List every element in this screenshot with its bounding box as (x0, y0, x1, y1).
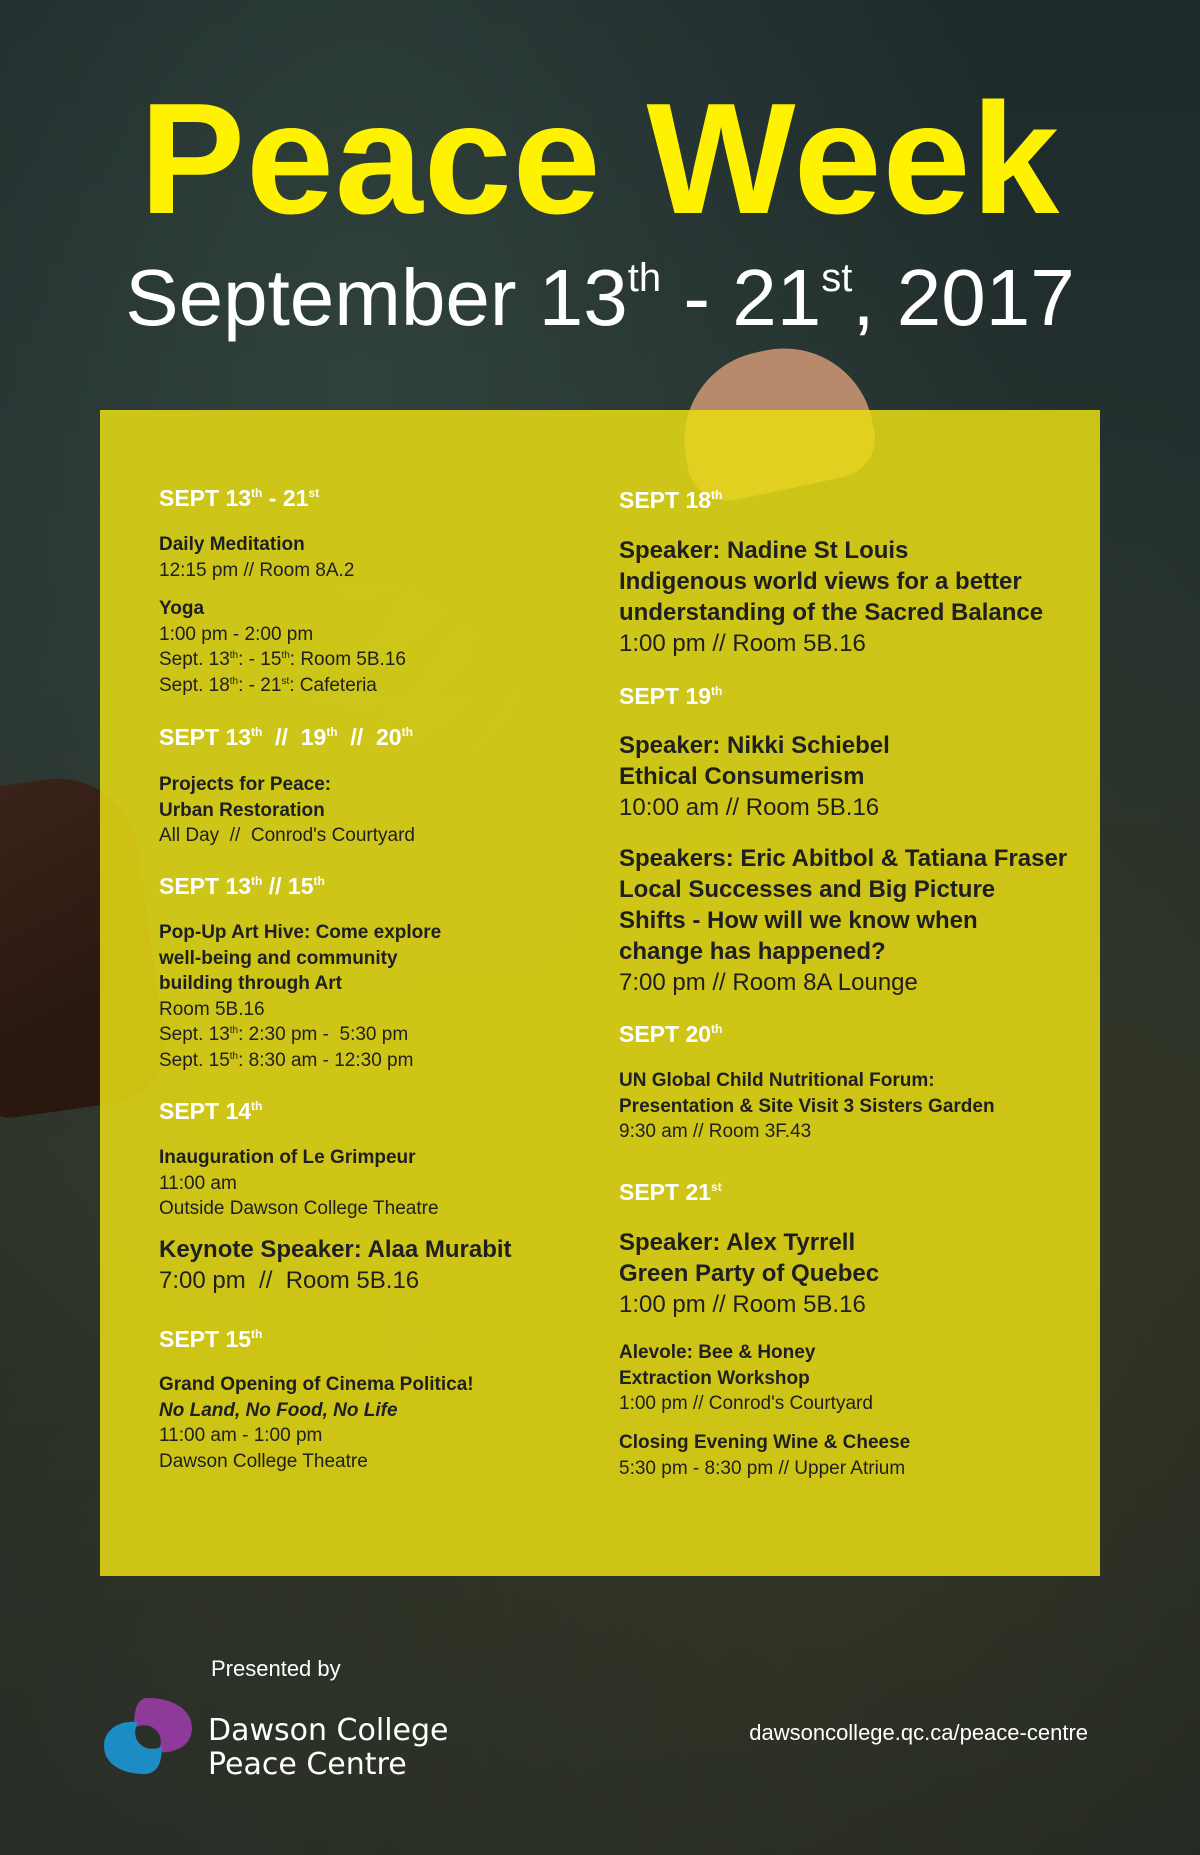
event-title: Alevole: Bee & Honey (619, 1342, 816, 1363)
schedule-panel (100, 410, 1100, 1576)
event-title: building through Art (159, 973, 342, 994)
event-abitbol-fraser (619, 843, 1067, 998)
event-title: change has happened? (619, 938, 886, 965)
event-nadine-st-louis (619, 535, 1043, 659)
event-detail: 1:00 pm // Room 5B.16 (619, 630, 866, 657)
event-detail: 1:00 pm - 2:00 pm (159, 623, 314, 645)
event-inauguration (159, 1145, 439, 1222)
event-title: Extraction Workshop (619, 1367, 810, 1389)
event-title: well-being and community (159, 947, 398, 969)
peace-centre-logo-icon (100, 1694, 196, 1778)
date-heading: SEPT 15th (159, 1326, 263, 1352)
event-projects-for-peace (159, 772, 415, 849)
event-un-nutrition-forum (619, 1068, 995, 1145)
event-title: Presentation & Site Visit 3 Sisters Garden (619, 1095, 995, 1117)
event-detail: Sept. 13th: 2:30 pm - 5:30 pm (159, 1024, 409, 1045)
event-detail: 1:00 pm // Room 5B.16 (619, 1291, 866, 1318)
event-detail: 7:00 pm // Room 5B.16 (159, 1267, 420, 1294)
organization-name (208, 1714, 448, 1782)
event-nikki-schiebel (619, 730, 890, 823)
event-title: Indigenous world views for a better (619, 568, 1022, 595)
date-heading: SEPT 13th - 21st (159, 485, 320, 511)
event-title: Speaker: Nadine St Louis (619, 537, 909, 564)
website-link[interactable]: dawsoncollege.qc.ca/peace-centre (749, 1720, 1088, 1745)
event-film-title: No Land, No Food, No Life (159, 1399, 398, 1421)
event-closing-evening (619, 1430, 910, 1481)
event-title: Pop-Up Art Hive: Come explore (159, 922, 442, 943)
event-title: Speaker: Alex Tyrrell (619, 1229, 856, 1256)
event-title: Speakers: Eric Abitbol & Tatiana Fraser (619, 845, 1068, 872)
event-detail: 11:00 am - 1:00 pm (159, 1425, 323, 1446)
date-range (0, 253, 1200, 342)
event-cinema-politica (159, 1372, 474, 1474)
event-keynote (159, 1234, 512, 1296)
date-heading: SEPT 13th // 19th // 20th (159, 724, 413, 750)
event-title: Local Successes and Big Picture (619, 876, 996, 903)
event-title: Yoga (159, 598, 205, 619)
event-detail: Sept. 15th: 8:30 am - 12:30 pm (159, 1049, 414, 1071)
event-detail: 12:15 pm // Room 8A.2 (159, 559, 355, 581)
date-range-suffix: th (627, 256, 662, 300)
date-heading: SEPT 21st (619, 1179, 722, 1205)
event-title: UN Global Child Nutritional Forum: (619, 1070, 935, 1091)
event-title: Daily Meditation (159, 534, 305, 555)
event-detail: Sept. 13th: - 15th: Room 5B.16 (159, 649, 406, 670)
organization-name-line: Peace Centre (208, 1747, 407, 1782)
logo-blue-shape (104, 1722, 162, 1774)
event-detail: 10:00 am // Room 5B.16 (619, 794, 880, 821)
page-title: Peace Week (139, 71, 1061, 247)
event-title: Speaker: Nikki Schiebel (619, 732, 890, 759)
event-daily-meditation (159, 532, 354, 583)
event-detail: 5:30 pm - 8:30 pm // Upper Atrium (619, 1457, 906, 1479)
date-heading: SEPT 13th // 15th (159, 873, 325, 899)
event-alevole-workshop (619, 1340, 873, 1417)
date-heading: SEPT 14th (159, 1098, 263, 1124)
event-art-hive (159, 920, 441, 1073)
event-detail: Room 5B.16 (159, 998, 265, 1020)
event-title: Projects for Peace: (159, 774, 332, 795)
event-title: Ethical Consumerism (619, 763, 865, 790)
event-detail: 7:00 pm // Room 8A Lounge (619, 969, 918, 996)
event-alex-tyrrell (619, 1227, 879, 1320)
event-title: Grand Opening of Cinema Politica! (159, 1374, 474, 1395)
event-title: Keynote Speaker: Alaa Murabit (159, 1236, 512, 1263)
event-detail: Dawson College Theatre (159, 1450, 368, 1472)
logo-purple-shape (134, 1698, 192, 1752)
event-detail: Sept. 18th: - 21st: Cafeteria (159, 674, 377, 696)
event-detail: 1:00 pm // Conrod's Courtyard (619, 1393, 873, 1414)
event-detail: All Day // Conrod's Courtyard (159, 825, 415, 846)
date-heading: SEPT 20th (619, 1021, 723, 1047)
presented-by-label: Presented by (211, 1656, 341, 1681)
date-heading: SEPT 18th (619, 487, 723, 513)
event-title: Closing Evening Wine & Cheese (619, 1432, 911, 1453)
date-range-text: September 13 (125, 253, 628, 342)
event-title: Urban Restoration (159, 799, 325, 821)
event-detail: Outside Dawson College Theatre (159, 1198, 439, 1219)
date-range-text: , 2017 (852, 253, 1075, 342)
event-title: Green Party of Quebec (619, 1260, 880, 1287)
event-title: understanding of the Sacred Balance (619, 599, 1044, 626)
organization-name-line: Dawson College (208, 1713, 449, 1748)
event-detail: 11:00 am (159, 1172, 237, 1194)
date-range-text: - 21 (661, 253, 822, 342)
event-detail: 9:30 am // Room 3F.43 (619, 1121, 812, 1142)
event-title: Inauguration of Le Grimpeur (159, 1147, 416, 1168)
date-range-suffix: st (821, 256, 853, 300)
event-yoga (159, 596, 406, 698)
date-heading: SEPT 19th (619, 683, 723, 709)
event-title: Shifts - How will we know when (619, 907, 978, 934)
